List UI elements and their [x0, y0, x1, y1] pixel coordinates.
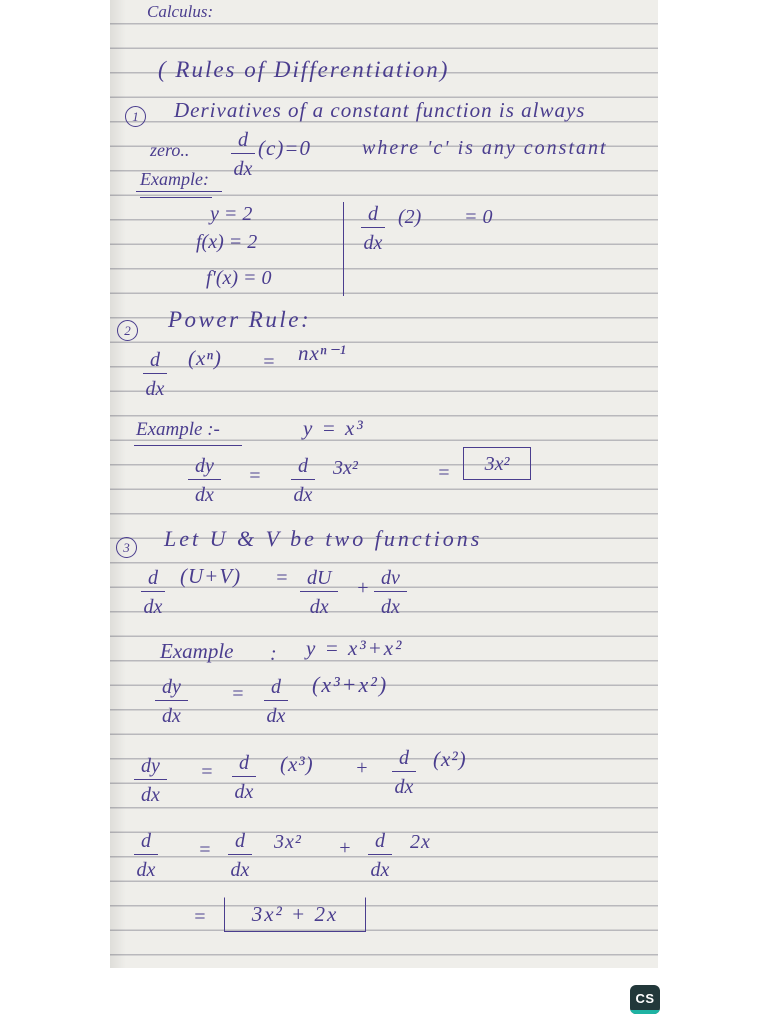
fraction-denominator: dx	[381, 596, 400, 618]
fraction-numerator: d	[392, 748, 416, 772]
step-2-equals: =	[200, 761, 214, 783]
rule-2-argument: (xⁿ)	[188, 346, 222, 370]
step-3-plus: +	[338, 837, 352, 859]
fraction-denominator: dx	[136, 859, 156, 881]
example-1-argument: (2)	[398, 206, 422, 228]
rule-3-statement: Let U & V be two functions	[164, 526, 483, 551]
fraction-denominator: dx	[145, 378, 165, 400]
fraction-denominator: dx	[233, 158, 253, 180]
rule-1-derivative-operator	[231, 130, 255, 179]
fraction-numerator: d	[134, 831, 158, 855]
example-3-colon: :	[270, 643, 277, 665]
example-1-derivative-operator	[361, 204, 385, 253]
fraction-denominator: dx	[230, 859, 250, 881]
example-2-given: y = x³	[303, 416, 365, 440]
step-1-equals: =	[231, 683, 245, 705]
rule-2-title: Power Rule:	[168, 307, 312, 332]
step-2-first-operator	[232, 753, 256, 802]
step-3-second-argument: 2x	[410, 831, 431, 853]
rule-2-derivative-operator	[143, 350, 167, 399]
rule-1-expression: (c)=0	[258, 136, 311, 160]
fraction-denominator: dx	[266, 705, 286, 727]
fraction-numerator: d	[361, 204, 385, 228]
step-1-argument: (x³+x²)	[312, 672, 389, 697]
fraction-denominator: dx	[394, 776, 414, 798]
notebook-title: Calculus:	[147, 2, 214, 21]
rule-2-equals: =	[262, 351, 276, 373]
step-2-second-operator	[392, 748, 416, 797]
example-3-label: Example	[160, 639, 234, 663]
camscanner-logo	[630, 985, 660, 1014]
example-2-answer-box: 3x²	[463, 447, 531, 480]
fraction-denominator: dx	[370, 859, 390, 881]
example-2-derivative-operator	[291, 456, 315, 505]
step-3-second-operator	[368, 831, 392, 880]
camscanner-logo-label: CS	[635, 990, 655, 1006]
example-1-underline-second	[140, 197, 212, 198]
fraction-denominator: dx	[141, 784, 160, 806]
example-1-label: Example:	[140, 169, 209, 189]
rule-1-statement: Derivatives of a constant function is always	[174, 98, 586, 122]
fraction-numerator: d	[141, 568, 165, 592]
rule-3-number-badge: 3	[116, 537, 137, 558]
step-2-first-argument: (x³)	[280, 752, 314, 776]
fraction-numerator: d	[228, 831, 252, 855]
camscanner-logo-accent	[630, 1010, 660, 1014]
fraction-denominator: dx	[143, 596, 163, 618]
rule-3-derivative-operator	[141, 568, 165, 617]
fraction-numerator: d	[232, 753, 256, 777]
example-1-line-1: y = 2	[210, 203, 253, 225]
final-answer-box: 3x² + 2x	[224, 897, 366, 932]
rule-3-argument: (U+V)	[180, 564, 242, 588]
step-3-first-argument: 3x²	[274, 831, 302, 853]
step-2-plus: +	[355, 757, 369, 779]
fraction-numerator: dy	[134, 756, 167, 780]
fraction-denominator: dx	[293, 484, 313, 506]
rule-3-du-fraction	[300, 568, 338, 617]
page-heading: ( Rules of Differentiation)	[158, 57, 450, 82]
fraction-numerator: d	[368, 831, 392, 855]
fraction-numerator: d	[264, 677, 288, 701]
rule-1-number-badge: 1	[125, 106, 146, 127]
fraction-denominator: dx	[309, 596, 329, 618]
example-2-equals: =	[248, 465, 262, 487]
rule-1-note: where 'c' is any constant	[362, 137, 608, 159]
rule-2-result: nxⁿ⁻¹	[298, 341, 347, 365]
example-1-divider	[343, 202, 344, 296]
example-2-equals-second: =	[437, 462, 451, 484]
fraction-numerator: dU	[300, 568, 338, 592]
step-1-lhs-fraction	[155, 677, 188, 726]
fraction-denominator: dx	[162, 705, 181, 727]
example-2-underline	[134, 445, 242, 446]
example-2-term: 3x²	[333, 457, 358, 479]
fraction-denominator: dx	[234, 781, 254, 803]
step-3-first-operator	[228, 831, 252, 880]
step-2-second-argument: (x²)	[433, 747, 467, 771]
example-1-underline	[136, 191, 222, 192]
step-3-lhs-fraction	[134, 831, 158, 880]
rule-3-equals: =	[275, 567, 289, 589]
fraction-denominator: dx	[363, 232, 383, 254]
rule-3-dv-fraction	[374, 568, 407, 617]
fraction-numerator: d	[291, 456, 315, 480]
fraction-numerator: dy	[188, 456, 221, 480]
fraction-numerator: d	[231, 130, 255, 154]
step-1-derivative-operator	[264, 677, 288, 726]
fraction-denominator: dx	[195, 484, 214, 506]
fraction-numerator: d	[143, 350, 167, 374]
step-3-equals: =	[198, 839, 212, 861]
example-1-result: = 0	[464, 206, 493, 228]
example-2-label: Example :-	[136, 419, 220, 440]
step-2-lhs-fraction	[134, 756, 167, 805]
fraction-numerator: dv	[374, 568, 407, 592]
example-3-given: y = x³+x²	[306, 636, 404, 660]
final-equals: =	[193, 906, 207, 928]
rule-2-number-badge: 2	[117, 320, 138, 341]
example-2-lhs-fraction	[188, 456, 221, 505]
rule-1-zero: zero..	[150, 140, 190, 160]
example-1-line-3: f'(x) = 0	[206, 267, 272, 289]
rule-3-plus: +	[356, 577, 370, 599]
example-1-line-2: f(x) = 2	[196, 231, 258, 253]
fraction-numerator: dy	[155, 677, 188, 701]
